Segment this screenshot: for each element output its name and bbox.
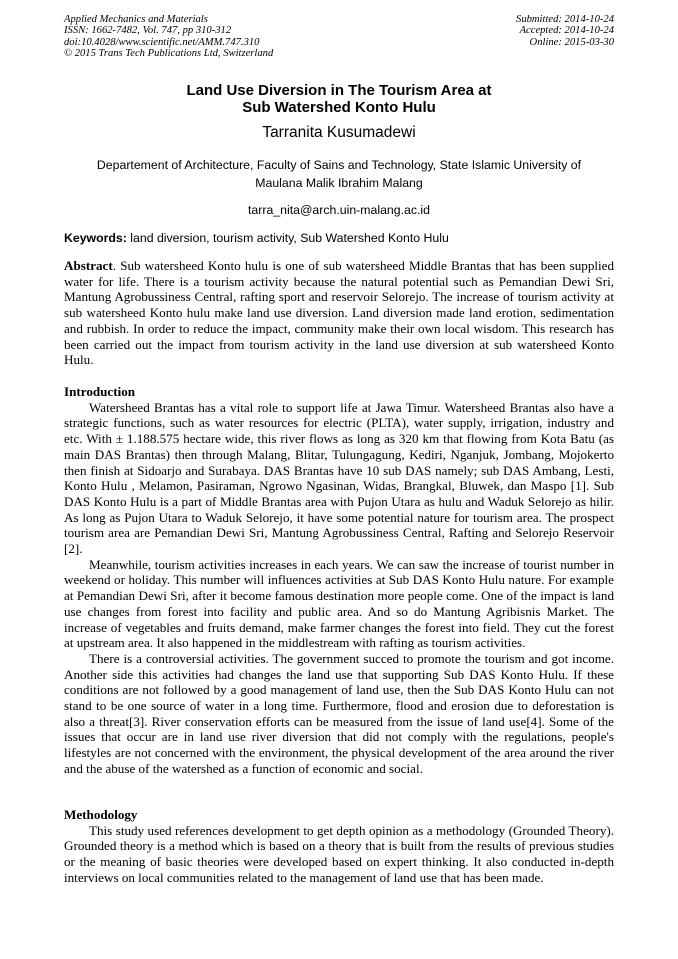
- methodology-heading: Methodology: [64, 807, 138, 822]
- journal-info: [64, 14, 273, 59]
- dates-info: [516, 14, 614, 48]
- paragraph: Watersheed Brantas has a vital role to support life at Jawa Timur. Watersheed Brantas also have a strategic functions, such as water resources for electric (PLTA), water supply, irrigation, industry and etc. With ± 1.188.575 hectare wide, this river flows as long as 320 km that flowing from Kota Batu (as main DAS Brantas) then through Malang, Blitar, Tulungagung, Kediri, Nganjuk, Jombang, Mojokerto then finish at Sidoarjo and Surabaya. DAS Brantas have 10 sub DAS namely; sub DAS Ambang, Lesti, Konto Hulu , Melamon, Pasiraman, Ngrowo Ngasinan, Widas, Brangkal, Bluwek, dan Maspo [1]. Sub DAS Konto Hulu is a part of Middle Brantas area with Pujon Utara as hulu and Waduk Selorejo as hilir. As long as Pujon Utara to Waduk Selorejo, it have some potential nature for tourism area. The prospect tourism area are Pemandian Dewi Sri, Mantung Agrobussiness Central, Rafting and Selorejo Reservoir [2].: [64, 399, 614, 557]
- submitted-date: Submitted: 2014-10-24: [516, 14, 614, 25]
- paragraph: This study used references development to get depth opinion as a methodology (Grounded Theory). Grounded theory is a method which is based on a theory that is built from the results of previous studies or the meaning of basic theories were developed based on expert thinking. It also conducted in-depth interviews on local communities related to the management of land use that has been made.: [64, 822, 614, 885]
- author: Tarranita Kusumadewi: [262, 124, 416, 141]
- accepted-date: Accepted: 2014-10-24: [519, 25, 614, 37]
- abstract-text: . Sub watersheed Konto hulu is one of sub watersheed Middle Brantas that has been supplied water for life. There is a tourism activity because the natural potential such as Pemandian Dewi Sri, Mantung Agrobussiness Central, rafting sport and reservoir Selorejo. The increase of tourism activity at sub watersheed Konto hulu make land use diversion. Land diversion made land erotion, sedimentation and rubbish. In order to reduce the impact, community make their own local wisdom. This research has been carried out the impact from tourism activity in the land use diversion at sub watersheed Konto Hulu.: [64, 258, 614, 368]
- abstract-label: Abstract: [64, 258, 113, 273]
- abstract: [64, 258, 614, 368]
- keywords-label: Keywords:: [64, 231, 127, 245]
- author-email: tarra_nita@arch.uin-malang.ac.id: [248, 203, 430, 217]
- introduction-section: [64, 384, 614, 777]
- doi: doi:10.4028/www.scientific.net/AMM.747.310: [64, 36, 260, 48]
- paper-title: [0, 82, 678, 116]
- keywords-text: land diversion, tourism activity, Sub Watershed Konto Hulu: [126, 231, 449, 245]
- keywords: [64, 231, 449, 245]
- affiliation-line: Maulana Malik Ibrahim Malang: [255, 176, 423, 190]
- methodology-section: [64, 807, 614, 886]
- online-date: Online: 2015-03-30: [529, 36, 614, 48]
- introduction-heading: Introduction: [64, 384, 136, 399]
- issn: ISSN: 1662-7482, Vol. 747, pp 310-312: [64, 25, 232, 37]
- paragraph: There is a controversial activities. The government succed to promote the tourism and got income. Another side this activities had changes the land use that supporting Sub DAS Konto Hulu. If these conditions are not followed by a good management of land use, then the Sub DAS Konto Hulu can not stand to be one source of water in a long time. Furthermore, flood and erosion due to deforestation is also a threat[3]. River conservation efforts can be measured from the issue of land use[4]. Some of the issues that occur are in land use river diversion that did not comply with the regulations, people's lifestyles are not concerned with the environment, the physical development of the area around the river and the abuse of the watershed as a function of economic and social.: [64, 650, 614, 776]
- title-line: Sub Watershed Konto Hulu: [242, 99, 436, 116]
- affiliation: [80, 156, 598, 192]
- copyright: © 2015 Trans Tech Publications Ltd, Switzerland: [64, 47, 274, 59]
- affiliation-line: Departement of Architecture, Faculty of Sains and Technology, State Islamic University of: [96, 158, 582, 172]
- journal-name: Applied Mechanics and Materials: [64, 14, 208, 25]
- title-line: Land Use Diversion in The Tourism Area at: [186, 82, 492, 99]
- paragraph: Meanwhile, tourism activities increases in each years. We can saw the increase of tourist number in weekend or holiday. This number will influences activities at Sub DAS Konto Hulu nature. For example at Pemandian Dewi Sri, after it become famous destination more people come. One of the impact is land use changes from forest into facility and public area. And so do Mantung Agribisnis Market. The increase of vegetables and fruits demand, make farmer changes the forest into field. They cut the forest at upstream area. It also happened in the middlestream with rafting as tourism activities.: [64, 556, 614, 651]
